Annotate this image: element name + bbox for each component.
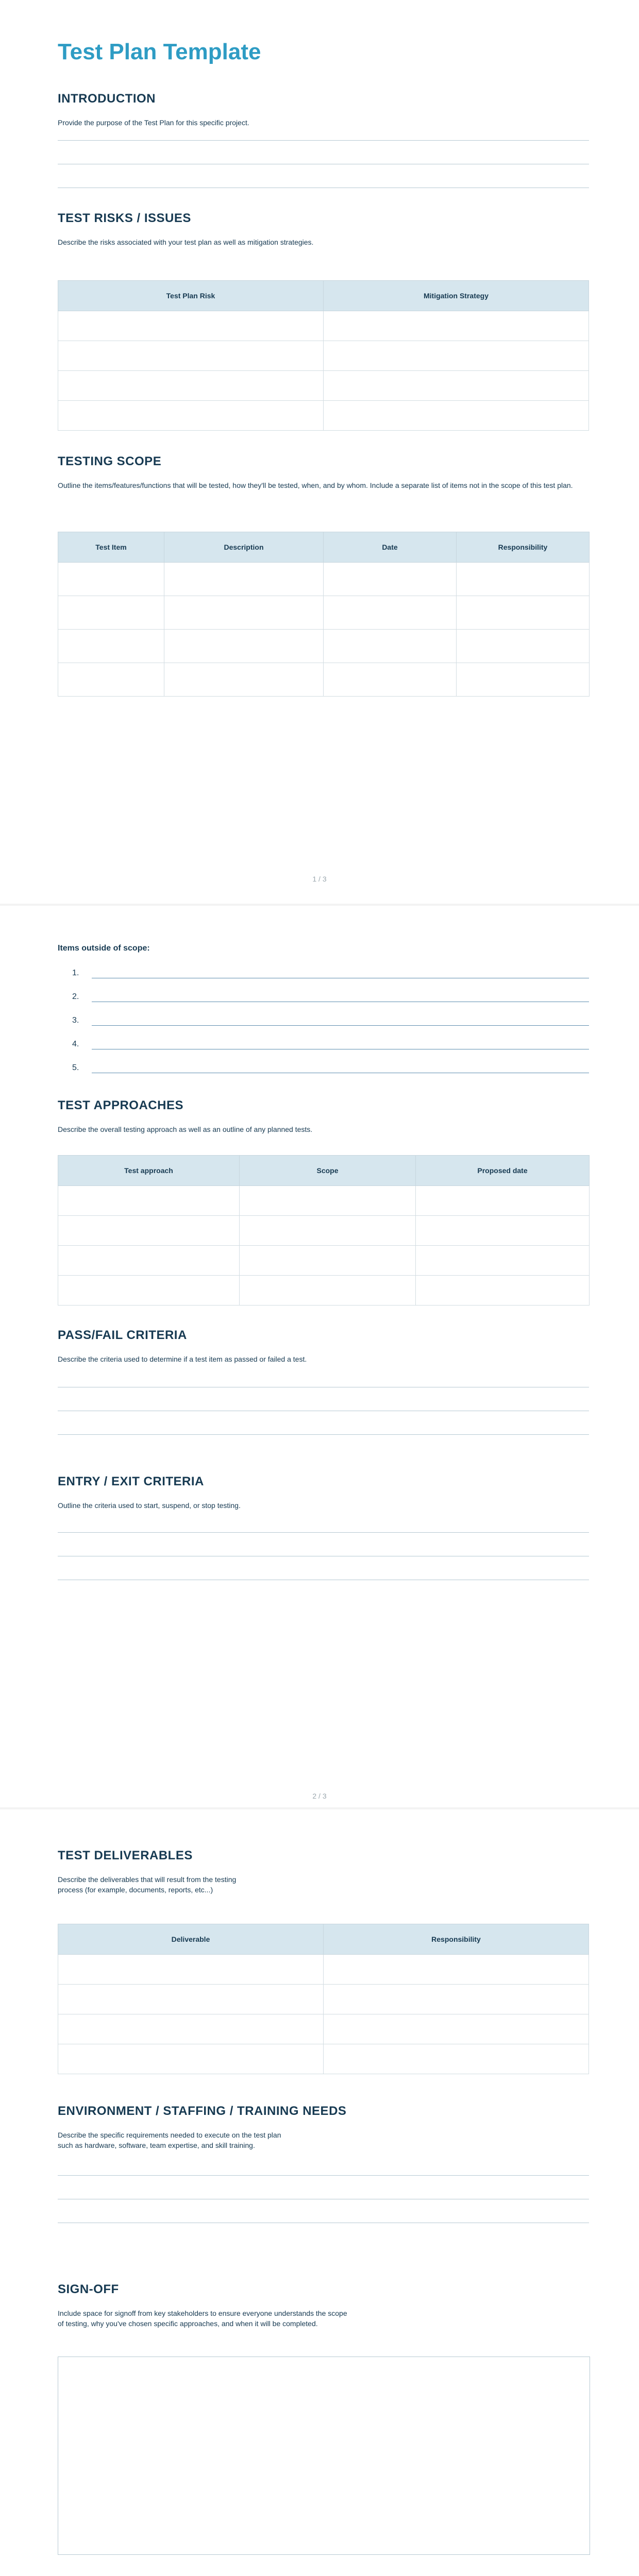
table-cell[interactable]	[324, 596, 457, 630]
table-cell[interactable]	[58, 663, 164, 697]
column-header: Responsibility	[457, 532, 590, 563]
table-cell[interactable]	[324, 630, 457, 663]
list-number: 1.	[72, 969, 79, 977]
table-cell[interactable]	[58, 563, 164, 596]
table-cell[interactable]	[58, 1216, 240, 1246]
table-cell[interactable]	[58, 2014, 324, 2044]
table-row	[58, 2014, 589, 2044]
table-row	[58, 663, 590, 697]
table-header-row	[58, 1156, 590, 1186]
signoff-heading: SIGN-OFF	[58, 2282, 119, 2296]
table-header-row	[58, 1924, 589, 1955]
table-row	[58, 1985, 589, 2014]
table-cell[interactable]	[58, 311, 324, 341]
environment-text-line-1: Describe the specific requirements needed to execute on the test plan	[58, 2131, 281, 2139]
introduction-text: Provide the purpose of the Test Plan for this specific project.	[58, 118, 249, 127]
table-cell[interactable]	[457, 563, 590, 596]
environment-heading: ENVIRONMENT / STAFFING / TRAINING NEEDS	[58, 2104, 347, 2118]
table-cell[interactable]	[324, 563, 457, 596]
table-row	[58, 1186, 590, 1216]
scope-heading: TESTING SCOPE	[58, 454, 162, 468]
passfail-line-3[interactable]	[58, 1434, 589, 1435]
table-cell[interactable]	[324, 341, 589, 371]
table-row	[58, 401, 589, 431]
introduction-line-1[interactable]	[58, 140, 589, 141]
entryexit-line-1[interactable]	[58, 1532, 589, 1533]
column-header: Responsibility	[324, 1924, 589, 1955]
column-header: Description	[164, 532, 324, 563]
table-cell[interactable]	[58, 1985, 324, 2014]
table-cell[interactable]	[416, 1246, 590, 1276]
introduction-heading: INTRODUCTION	[58, 92, 156, 106]
table-cell[interactable]	[457, 630, 590, 663]
table-row	[58, 2044, 589, 2074]
table-cell[interactable]	[324, 401, 589, 431]
deliverables-table	[58, 1924, 589, 2074]
table-row	[58, 1216, 590, 1246]
table-row	[58, 563, 590, 596]
table-cell[interactable]	[324, 1985, 589, 2014]
deliverables-text-line-1: Describe the deliverables that will result from the testing	[58, 1875, 237, 1884]
table-row	[58, 371, 589, 401]
page-2	[0, 906, 639, 1807]
table-header-row	[58, 532, 590, 563]
deliverables-text-line-2: process (for example, documents, reports, etc...)	[58, 1886, 213, 1894]
table-cell[interactable]	[324, 2044, 589, 2074]
column-header: Deliverable	[58, 1924, 324, 1955]
table-cell[interactable]	[58, 1955, 324, 1985]
table-cell[interactable]	[457, 663, 590, 697]
table-cell[interactable]	[324, 663, 457, 697]
page-3	[0, 1809, 639, 2576]
table-cell[interactable]	[58, 1276, 240, 1306]
entryexit-heading: ENTRY / EXIT CRITERIA	[58, 1475, 204, 1488]
table-cell[interactable]	[164, 563, 324, 596]
table-row	[58, 311, 589, 341]
table-cell[interactable]	[240, 1276, 416, 1306]
table-cell[interactable]	[58, 1246, 240, 1276]
table-cell[interactable]	[416, 1216, 590, 1246]
table-cell[interactable]	[416, 1276, 590, 1306]
signoff-text-line-2: of testing, why you've chosen specific approaches, and when it will be completed.	[58, 2319, 318, 2328]
table-cell[interactable]	[164, 630, 324, 663]
scope-table	[58, 532, 590, 697]
signoff-text-line-1: Include space for signoff from key stakeholders to ensure everyone understands the scope	[58, 2309, 347, 2317]
environment-text-line-2: such as hardware, software, team expertise, and skill training.	[58, 2141, 255, 2149]
passfail-text: Describe the criteria used to determine if a test item as passed or failed a test.	[58, 1355, 307, 1363]
table-row	[58, 341, 589, 371]
deliverables-heading: TEST DELIVERABLES	[58, 1849, 193, 1862]
list-number: 5.	[72, 1063, 79, 1072]
table-cell[interactable]	[457, 596, 590, 630]
table-cell[interactable]	[58, 2044, 324, 2074]
page-number: 1 / 3	[312, 875, 327, 883]
table-cell[interactable]	[58, 341, 324, 371]
table-cell[interactable]	[324, 371, 589, 401]
entryexit-text: Outline the criteria used to start, suspend, or stop testing.	[58, 1501, 241, 1510]
table-cell[interactable]	[416, 1186, 590, 1216]
table-cell[interactable]	[58, 630, 164, 663]
table-cell[interactable]	[58, 596, 164, 630]
column-header: Date	[324, 532, 457, 563]
column-header: Proposed date	[416, 1156, 590, 1186]
table-row	[58, 630, 590, 663]
table-row	[58, 1276, 590, 1306]
column-header: Test Item	[58, 532, 164, 563]
table-cell[interactable]	[240, 1246, 416, 1276]
table-cell[interactable]	[324, 2014, 589, 2044]
risks-heading: TEST RISKS / ISSUES	[58, 211, 191, 225]
scope-text: Outline the items/features/functions that will be tested, how they'll be tested, when, and by whom. Include a separate list of items not in the scope of this test plan.	[58, 481, 573, 489]
risks-table	[58, 280, 589, 431]
table-row	[58, 1246, 590, 1276]
approaches-heading: TEST APPROACHES	[58, 1098, 183, 1112]
approaches-table	[58, 1155, 590, 1306]
table-row	[58, 596, 590, 630]
table-cell[interactable]	[58, 1186, 240, 1216]
list-number: 2.	[72, 992, 79, 1001]
page-1	[0, 0, 639, 904]
table-cell[interactable]	[58, 371, 324, 401]
list-number: 4.	[72, 1040, 79, 1048]
column-header: Test Plan Risk	[58, 281, 324, 311]
list-item-line[interactable]	[92, 1025, 589, 1026]
outside-scope-heading: Items outside of scope:	[58, 944, 150, 953]
column-header: Scope	[240, 1156, 416, 1186]
approaches-text: Describe the overall testing approach as well as an outline of any planned tests.	[58, 1125, 313, 1133]
table-cell[interactable]	[240, 1186, 416, 1216]
risks-text: Describe the risks associated with your test plan as well as mitigation strategies.	[58, 238, 314, 246]
document-title: Test Plan Template	[58, 39, 261, 64]
column-header: Test approach	[58, 1156, 240, 1186]
table-cell[interactable]	[324, 311, 589, 341]
table-header-row	[58, 281, 589, 311]
list-number: 3.	[72, 1016, 79, 1025]
table-cell[interactable]	[324, 1955, 589, 1985]
signoff-box[interactable]	[58, 2357, 590, 2555]
table-cell[interactable]	[240, 1216, 416, 1246]
page-number: 2 / 3	[312, 1792, 327, 1800]
table-cell[interactable]	[58, 401, 324, 431]
environment-line-1[interactable]	[58, 2175, 589, 2176]
table-cell[interactable]	[164, 596, 324, 630]
table-row	[58, 1955, 589, 1985]
column-header: Mitigation Strategy	[324, 281, 589, 311]
passfail-heading: PASS/FAIL CRITERIA	[58, 1328, 187, 1342]
table-cell[interactable]	[164, 663, 324, 697]
